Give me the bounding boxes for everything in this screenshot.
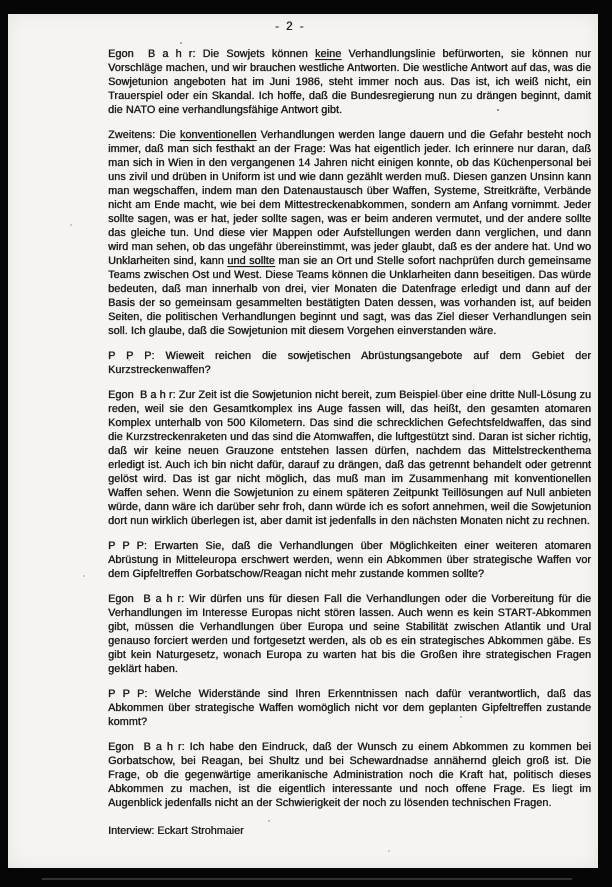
text-segment: P P P: Welche Widerstände sind Ihren Erkenntnissen nach dafür verantwortlich, daß das Abkommen über strategische Waffen womöglich nicht vor dem geplanten Gipfeltreffen zustande kommt? (108, 688, 595, 728)
underlined-text: und sollte (227, 255, 275, 267)
document-body (108, 47, 595, 838)
text-segment: Egon B a h r: Ich habe den Eindruck, daß der Wunsch zu einem Abkommen zu kommen bei Gorbatschow, bei Reagan, bei Shultz und bei Schewardnadse annähernd gleich groß ist. Die Frage, ob die gegenwärtige amerikanische Administration noch die Kraft hat, politisch dieses Abkommen zu machen, ist die eigentlich interessante und noch offene Frage. Es liegt im Augenblick jedenfalls nicht an der Schwierigkeit der noch zu lösenden technischen Fragen. (108, 741, 595, 809)
scan-artifact-line (42, 878, 572, 880)
interview-credit: Interview: Eckart Strohmaier (108, 825, 244, 837)
text-segment: Verhandlungen werden lange dauern und die Gefahr besteht noch immer, daß man sich festhakt an der Frage: Was hat eigentlich jeder. Ich erinnere nur daran, daß man sich in Wien in den vergangenen 14 Jahren nicht einigen konnte, ob das Küchenpersonal bei uns zivil und drüben in Uniform ist und wie dann gezählt werden muß. Diesen ganzen Unsinn kann man wegschaffen, indem man den Datenaustausch über Waffen, Systeme, Streitkräfte, Verbände nicht am Ende macht, wie bei dem Mittestreckenabkommen, sondern am Anfang vornimmt. Jeder sollte sagen, was er hat, jeder sollte sagen, was er beim anderen vermutet, und der andere sollte das gleiche tun. Und diese vier Mappen oder Aufstellungen werden dann verglichen, und dann wird man sehen, ob das ungefähr übereinstimmt, was jeder glaubt, daß es der andere hat. Und wo Unklarheiten sind, kann (108, 129, 595, 267)
underlined-text: keine (314, 48, 342, 60)
answer-paragraph (108, 47, 595, 117)
answer-paragraph (108, 740, 595, 810)
text-segment: man sie an Ort und Stelle sofort nachprüfen durch gemeinsame Teams zwischen Ost und West. Diese Teams können die Unklarheiten dann beseitigen. Das würde bedeuten, daß man innerhalb von drei, vier Monaten die Datenfrage erledigt und dann auf der Basis der so gemeinsam gesammelten bestätigten Daten dessen, was vorhanden ist, auf beiden Seiten, die politischen Verhandlungen beginnt und sagt, was das Ziel dieser Verhandlungen sein soll. Ich glaube, daß die Sowjetunion mit diesem Vorgehen einverstanden wäre. (108, 255, 595, 337)
text-segment: P P P: Erwarten Sie, daß die Verhandlungen über Möglichkeiten einer weiteren atomaren Abrüstung in Mitteleuropa erschwert werden, wenn ein Abkommen über strategische Waffen vor dem Gipfeltreffen Gorbatschow/Reagan nicht mehr zustande kommen sollte? (108, 540, 595, 580)
question-paragraph (108, 539, 595, 581)
question-paragraph (108, 349, 595, 377)
text-segment: Egon B a h r: Wir dürfen uns für diesen Fall die Verhandlungen oder die Vorbereitung für die Verhandlungen im Interesse Europas nicht stören lassen. Auch wenn es kein START-Abkommen gibt, müssen die Verhandlungen über Europa und seine Stabilität zwischen Atlantik und Ural genauso forciert werden und fortgesetzt werden, als ob es ein strategisches Abkommen gäbe. Es gibt kein Naturgesetz, wonach Europa zu warten hat bis die Großen ihre strategischen Fragen geklärt haben. (108, 593, 595, 675)
text-segment: P P P: Wieweit reichen die sowjetischen Abrüstungsangebote auf dem Gebiet der Kurzstreckenwaffen? (108, 350, 595, 376)
answer-paragraph (108, 128, 595, 338)
underlined-text: konventionellen (179, 129, 257, 141)
text-segment: Verhandlungslinie befürworten, sie können nur Vorschläge machen, und wir brauchen westliche Antworten. Die westliche Antwort auf das, was die Sowjetunion angeboten hat im Juni 1986, steht immer noch aus. Das ist, ich weiß nicht, ein Trauerspiel oder ein Skandal. Ich hoffe, daß die Bundesregierung nun zu drängen beginnt, damit die NATO eine verhandlungsfähige Antwort gibt. (108, 48, 595, 116)
question-paragraph (108, 687, 595, 729)
document-page (8, 14, 598, 868)
text-segment: Egon B a h r: Die Sowjets können (108, 48, 315, 60)
answer-paragraph (108, 388, 595, 528)
answer-paragraph (108, 592, 595, 676)
page-number: - 2 - (275, 21, 306, 33)
text-segment: Zweitens: Die (108, 129, 180, 141)
text-segment: Egon B a h r: Zur Zeit ist die Sowjetunion nicht bereit, zum Beispiel über eine dritte Null-Lösung zu reden, weil sie den Gesamtkomplex ins Auge fassen will, das heißt, den gesamten atomaren Komplex unterhalb von 500 Kilometern. Das sind die schrecklichen Gefechtsfeldwaffen, das sind die Kurzstreckenraketen und das sind die Atomwaffen, die luftgestützt sind. Daran ist sicher richtig, daß wir keine neuen Grauzone entstehen lassen dürfen, nachdem das Mittelstreckenthema erledigt ist. Auch ich bin nicht dafür, darauf zu drängen, daß das getrennt behandelt oder getrennt gelöst wird. Das ist gar nicht möglich, das muß man im Zusammenhang mit konventionellen Waffen sehen. Wenn die Sowjetunion zu einem späteren Zeitpunkt Teillösungen auf Null anbieten würde, dann wäre ich darüber sehr froh, dann würde ich es sofort annehmen, weil die Sowjetunion dort nun wirklich überlegen ist, aber damit ist jedenfalls in den nächsten Monaten nicht zu rechnen. (108, 389, 595, 527)
